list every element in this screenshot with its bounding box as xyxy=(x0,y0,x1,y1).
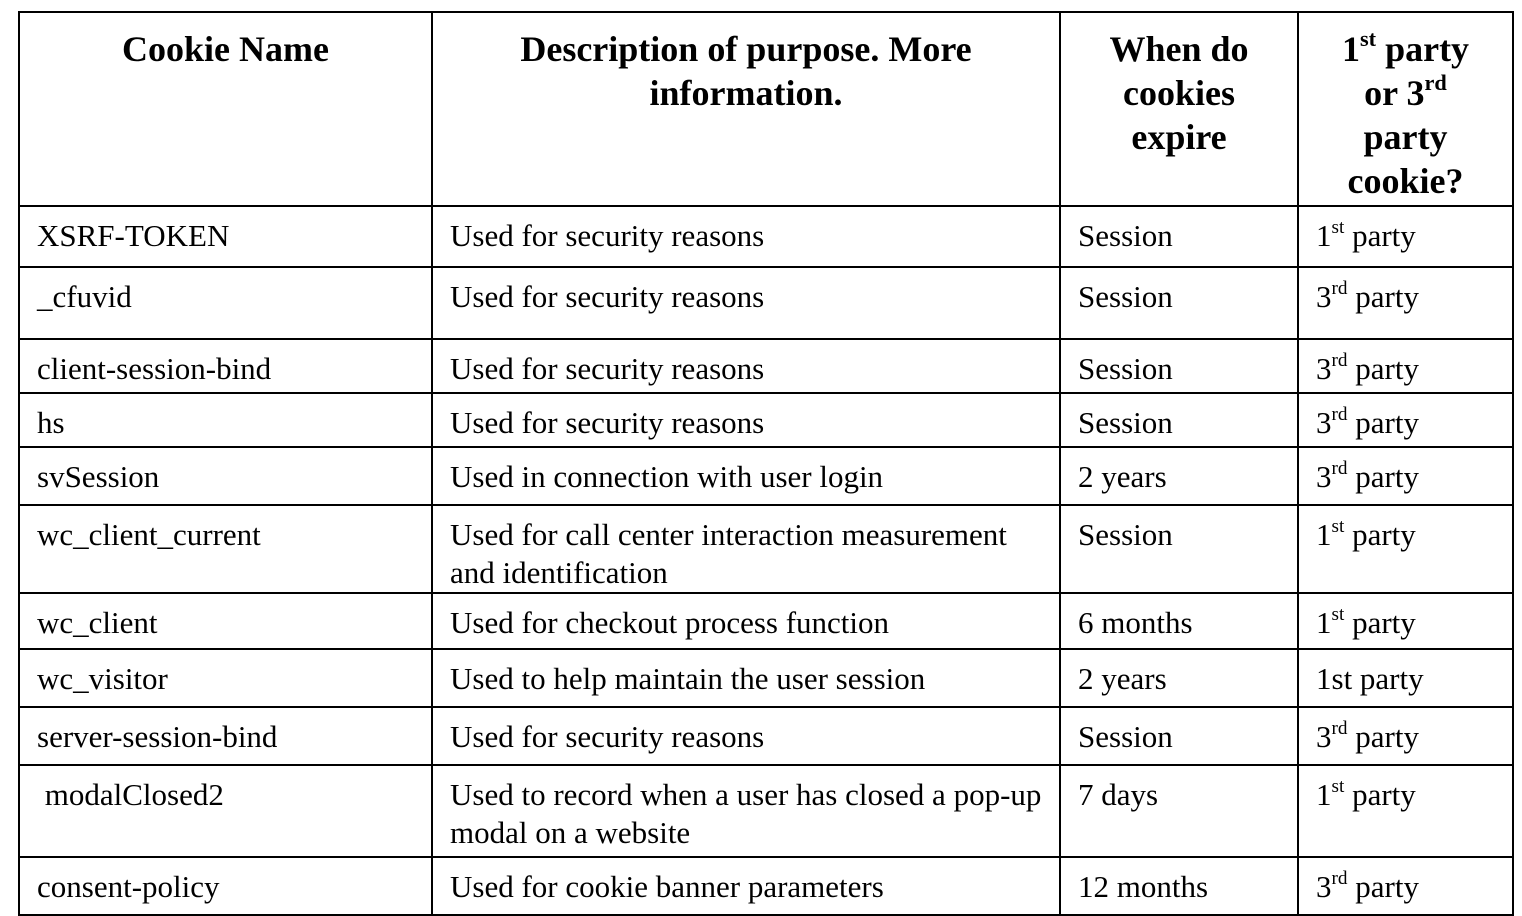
cell-cookie-name: server-session-bind xyxy=(19,707,432,765)
table-row xyxy=(19,765,1513,857)
table-row xyxy=(19,593,1513,649)
header-party-line2 xyxy=(1299,71,1512,115)
cell-expires: Session xyxy=(1060,339,1298,393)
party-number: 3 xyxy=(1316,351,1332,386)
party-ordinal-suffix: st xyxy=(1331,515,1345,537)
cell-cookie-name: svSession xyxy=(19,447,432,505)
header-party-num1: 1 xyxy=(1341,29,1360,69)
cell-purpose: Used for call center interaction measurement and identification xyxy=(432,505,1060,593)
table-row xyxy=(19,339,1513,393)
cell-cookie-name: _cfuvid xyxy=(19,267,432,339)
cell-party xyxy=(1298,267,1513,339)
party-text: party xyxy=(1344,218,1416,253)
cell-party xyxy=(1298,447,1513,505)
cell-expires: 7 days xyxy=(1060,765,1298,857)
party-text: party xyxy=(1347,719,1419,754)
cell-expires: Session xyxy=(1060,505,1298,593)
cell-cookie-name: consent-policy xyxy=(19,857,432,915)
party-ordinal-suffix: rd xyxy=(1331,277,1348,299)
cell-cookie-name: wc_client xyxy=(19,593,432,649)
header-party-line3: party xyxy=(1363,117,1448,157)
party-text: party xyxy=(1347,279,1419,314)
cell-cookie-name: wc_visitor xyxy=(19,649,432,707)
header-party-text1: party xyxy=(1376,29,1470,69)
table-row xyxy=(19,505,1513,593)
party-number: 1 xyxy=(1316,218,1332,253)
header-expire xyxy=(1060,12,1298,206)
cell-cookie-name: XSRF-TOKEN xyxy=(19,206,432,267)
header-expire-line2: cookies xyxy=(1123,73,1235,113)
cell-purpose: Used for security reasons xyxy=(432,707,1060,765)
table-row xyxy=(19,447,1513,505)
cell-purpose: Used for security reasons xyxy=(432,206,1060,267)
table-row xyxy=(19,393,1513,447)
cell-purpose: Used in connection with user login xyxy=(432,447,1060,505)
cell-expires: 12 months xyxy=(1060,857,1298,915)
cell-party xyxy=(1298,765,1513,857)
party-ordinal-suffix: rd xyxy=(1331,457,1348,479)
party-number: 3 xyxy=(1316,869,1332,904)
header-expire-line1: When do xyxy=(1109,29,1249,69)
cell-expires: Session xyxy=(1060,267,1298,339)
cell-party xyxy=(1298,505,1513,593)
cell-party xyxy=(1298,649,1513,707)
party-ordinal-suffix: rd xyxy=(1331,349,1348,371)
party-ordinal-suffix: st xyxy=(1331,775,1345,797)
cell-party xyxy=(1298,857,1513,915)
table-row xyxy=(19,206,1513,267)
header-purpose-text: Description of purpose. More information. xyxy=(520,29,972,113)
cell-purpose: Used for security reasons xyxy=(432,339,1060,393)
cell-cookie-name: wc_client_current xyxy=(19,505,432,593)
cell-purpose: Used for security reasons xyxy=(432,393,1060,447)
cell-cookie-name: client-session-bind xyxy=(19,339,432,393)
cell-party xyxy=(1298,339,1513,393)
header-party-sup2: rd xyxy=(1424,69,1447,95)
header-party-or: or 3 xyxy=(1364,73,1425,113)
party-number: 1st party xyxy=(1316,661,1424,696)
party-ordinal-suffix: st xyxy=(1331,603,1345,625)
header-party xyxy=(1298,12,1513,206)
cell-expires: 2 years xyxy=(1060,447,1298,505)
cell-party xyxy=(1298,393,1513,447)
party-number: 3 xyxy=(1316,459,1332,494)
header-expire-line3: expire xyxy=(1131,117,1227,157)
party-text: party xyxy=(1347,351,1419,386)
cell-purpose: Used for security reasons xyxy=(432,267,1060,339)
table-body xyxy=(19,206,1513,915)
table-row xyxy=(19,649,1513,707)
party-text: party xyxy=(1344,517,1416,552)
cell-purpose: Used to help maintain the user session xyxy=(432,649,1060,707)
cell-cookie-name: hs xyxy=(19,393,432,447)
header-purpose xyxy=(432,12,1060,206)
cell-expires: 6 months xyxy=(1060,593,1298,649)
header-cookie-name xyxy=(19,12,432,206)
cookie-table xyxy=(18,11,1514,916)
party-ordinal-suffix: st xyxy=(1331,216,1345,238)
party-text: party xyxy=(1347,405,1419,440)
cell-purpose: Used for cookie banner parameters xyxy=(432,857,1060,915)
cell-party xyxy=(1298,707,1513,765)
party-ordinal-suffix: rd xyxy=(1331,867,1348,889)
cell-purpose: Used for checkout process function xyxy=(432,593,1060,649)
party-number: 3 xyxy=(1316,405,1332,440)
cell-party xyxy=(1298,593,1513,649)
header-party-sup1: st xyxy=(1359,25,1377,51)
table-row xyxy=(19,857,1513,915)
cell-purpose: Used to record when a user has closed a pop-up modal on a website xyxy=(432,765,1060,857)
header-party-line1 xyxy=(1299,27,1512,71)
cell-cookie-name: modalClosed2 xyxy=(19,765,432,857)
cell-expires: 2 years xyxy=(1060,649,1298,707)
table-row xyxy=(19,707,1513,765)
party-ordinal-suffix: rd xyxy=(1331,717,1348,739)
cell-party xyxy=(1298,206,1513,267)
cell-expires: Session xyxy=(1060,393,1298,447)
cell-expires: Session xyxy=(1060,707,1298,765)
party-number: 3 xyxy=(1316,719,1332,754)
party-number: 1 xyxy=(1316,777,1332,812)
party-text: party xyxy=(1344,777,1416,812)
header-cookie-name-text: Cookie Name xyxy=(122,29,329,69)
party-text: party xyxy=(1347,869,1419,904)
party-number: 1 xyxy=(1316,605,1332,640)
party-number: 1 xyxy=(1316,517,1332,552)
header-party-line4: cookie? xyxy=(1347,161,1464,201)
party-text: party xyxy=(1344,605,1416,640)
cell-expires: Session xyxy=(1060,206,1298,267)
table-row xyxy=(19,267,1513,339)
party-ordinal-suffix: rd xyxy=(1331,403,1348,425)
party-text: party xyxy=(1347,459,1419,494)
party-number: 3 xyxy=(1316,279,1332,314)
table-header-row xyxy=(19,12,1513,206)
